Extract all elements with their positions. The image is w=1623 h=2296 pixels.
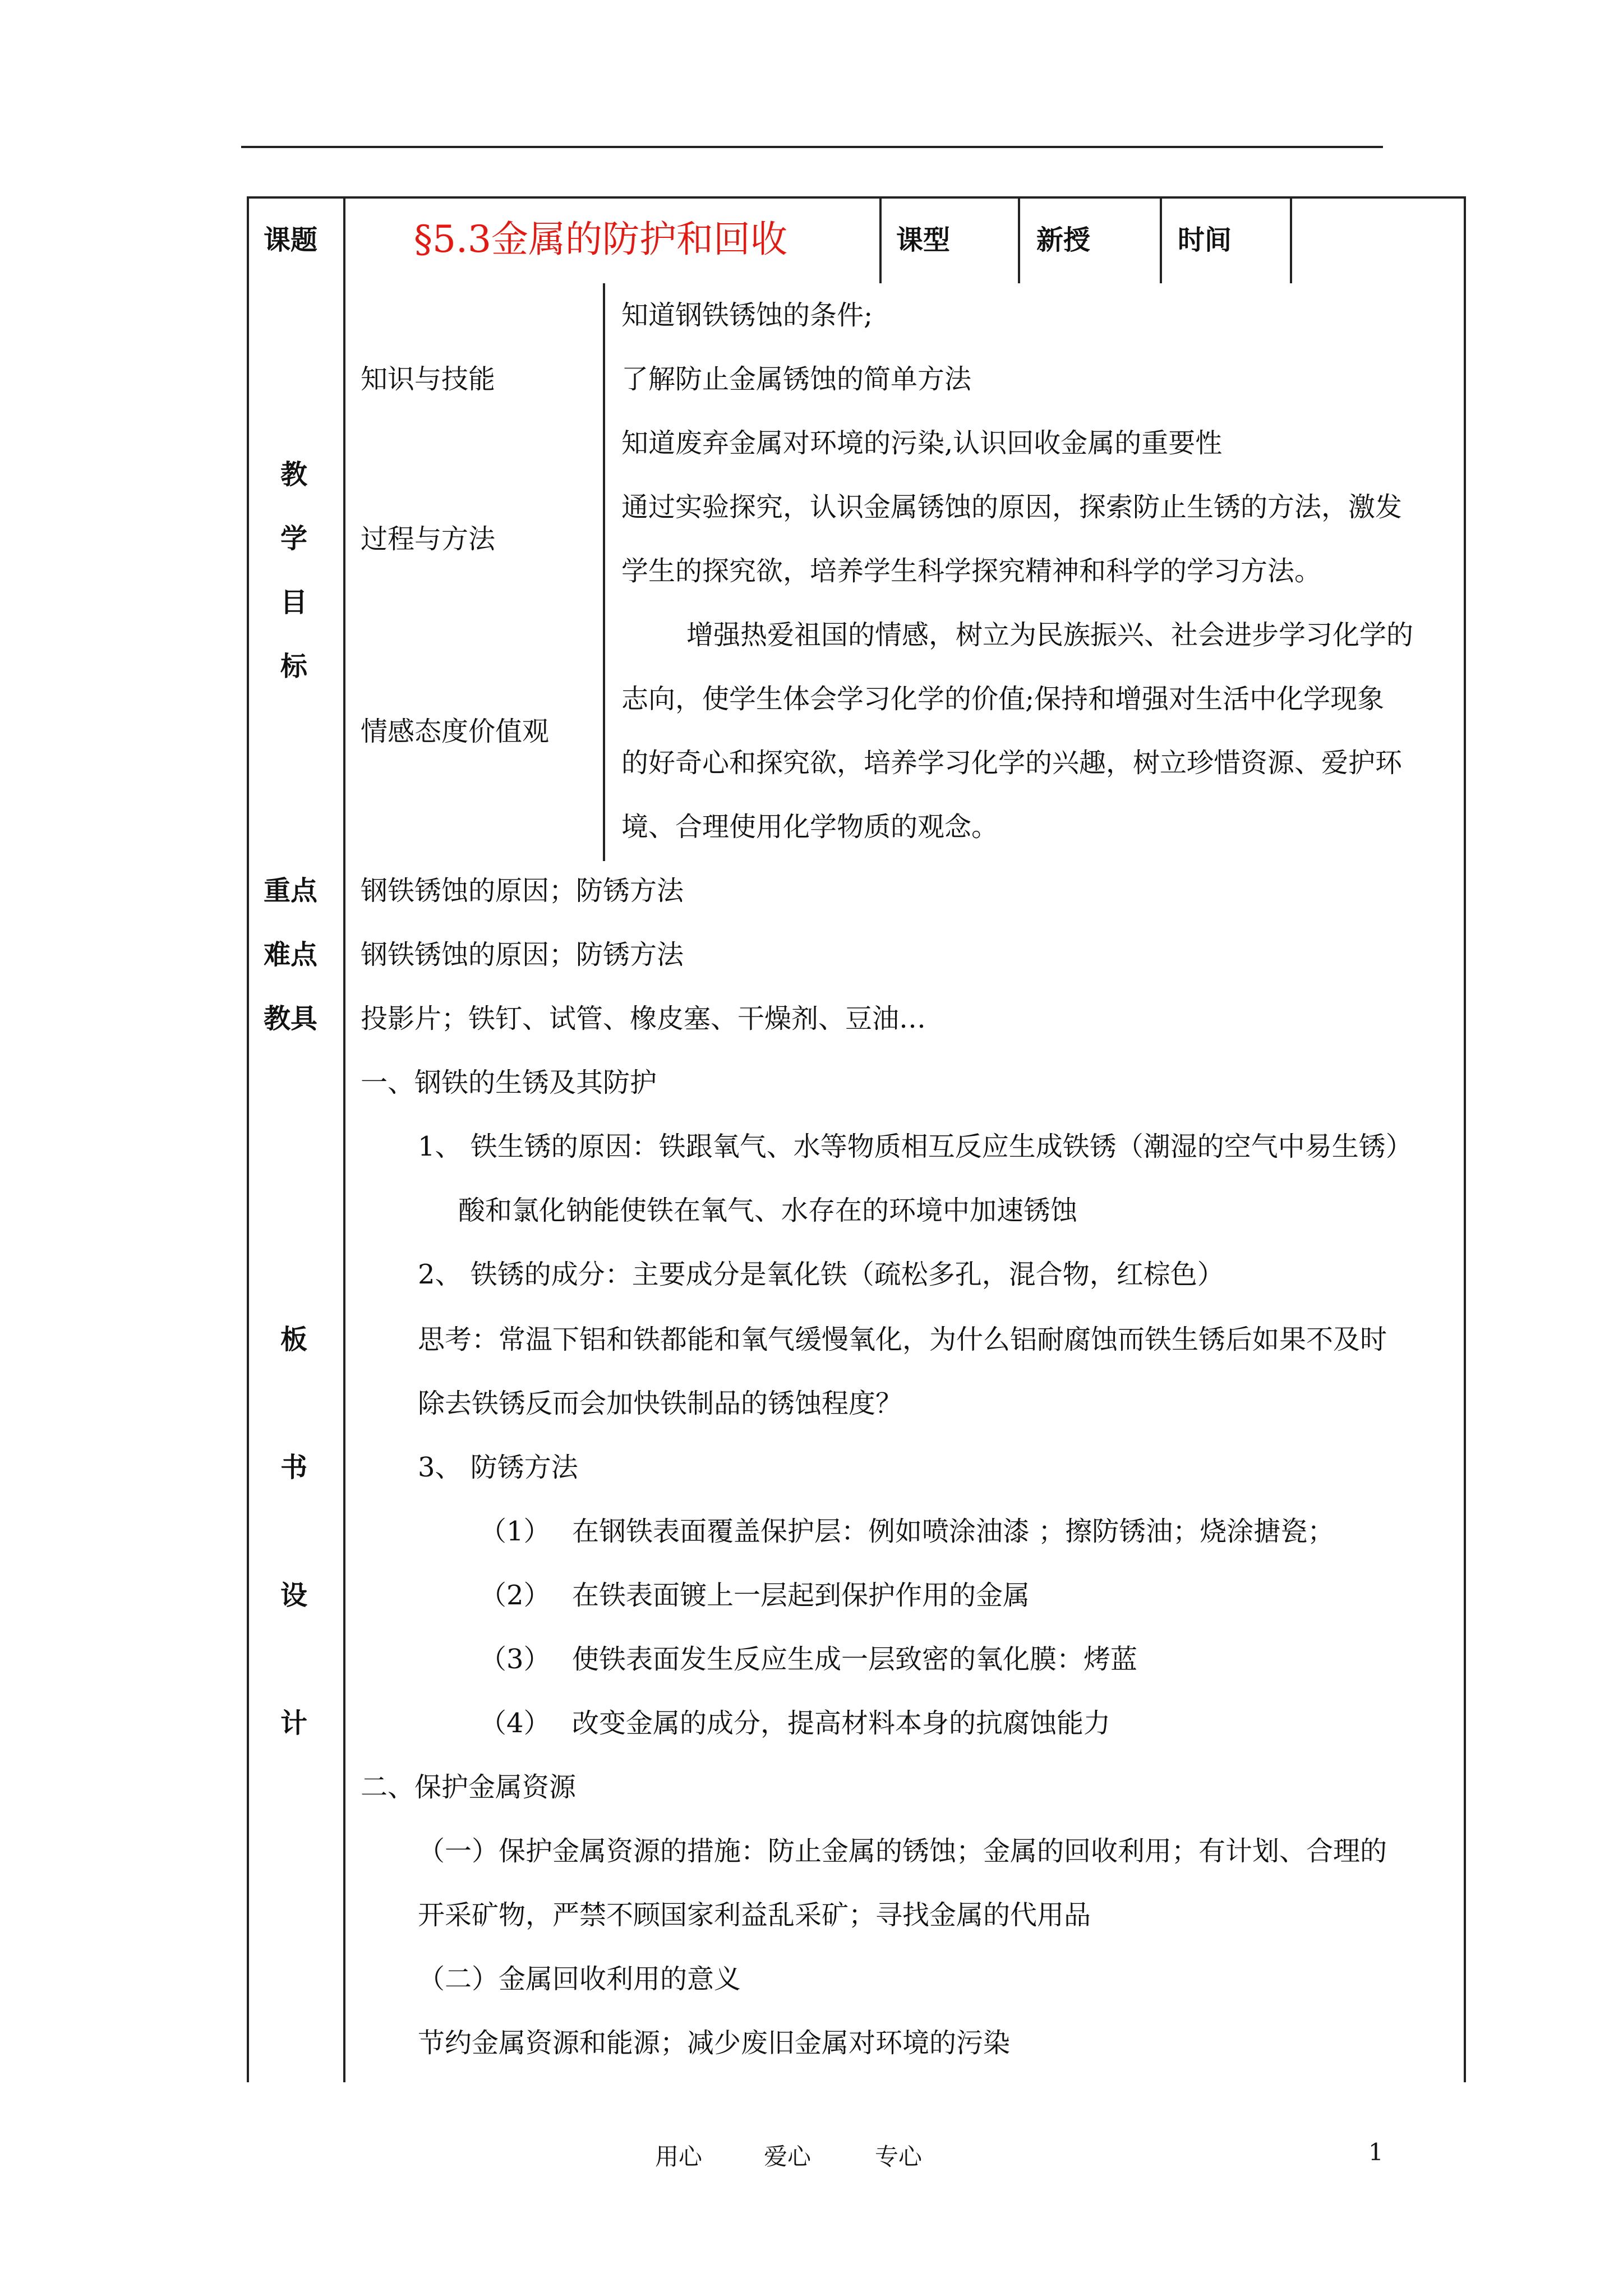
emotion-line-3: 的好奇心和探究欲，培养学习化学的兴趣，树立珍惜资源、爱护环 [621,747,1403,779]
board-think-line-2: 除去铁锈反而会加快铁制品的锈蚀程度？ [418,1388,903,1419]
tools-value: 投影片；铁钉、试管、橡皮塞、干燥剂、豆油… [361,1003,926,1034]
method-1-number: （1） [479,1516,551,1547]
col-divider-label [343,196,345,2082]
board-label-4: 计 [280,1708,308,1739]
method-4-text: 改变金属的成分，提高材料本身的抗腐蚀能力 [572,1708,1111,1739]
col-divider-objectives [603,283,605,861]
board-sub-2-text: 节约金属资源和能源；减少废旧金属对环境的污染 [418,2027,1011,2059]
method-4-number: （4） [479,1708,551,1739]
knowledge-line-2: 了解防止金属锈蚀的简单方法 [621,364,972,395]
topic-label: 课题 [264,224,318,256]
board-label-1: 板 [280,1324,308,1355]
difficulties-value: 钢铁锈蚀的原因；防锈方法 [361,939,684,970]
type-label: 课型 [896,224,951,256]
board-sub-1-line-2: 开采矿物，严禁不顾国家利益乱采矿；寻找金属的代用品 [418,1899,1091,1931]
objectives-label-3: 目 [280,587,308,618]
method-2-text: 在铁表面镀上一层起到保护作用的金属 [572,1580,1030,1611]
objectives-label-4: 标 [280,651,308,682]
emotion-label: 情感态度价值观 [361,716,550,747]
footer-motto-3: 专心 [875,2143,923,2170]
topic-title: §5.3金属的防护和回收 [414,218,787,261]
key-points-value: 钢铁锈蚀的原因；防锈方法 [361,875,684,907]
emotion-line-1: 增强热爱祖国的情感，树立为民族振兴、社会进步学习化学的 [686,619,1414,651]
type-value: 新授 [1036,224,1091,256]
key-points-label: 重点 [264,875,318,907]
col-divider-time-value [1290,196,1292,283]
board-item-1-line-2: 酸和氯化钠能使铁在氧气、水存在的环境中加速锈蚀 [458,1195,1078,1226]
board-item-3: 3、 防锈方法 [418,1452,578,1483]
board-section-1: 一、钢铁的生锈及其防护 [361,1067,657,1098]
objectives-label-1: 教 [280,459,308,490]
col-divider-time [1160,196,1162,283]
method-3-text: 使铁表面发生反应生成一层致密的氧化膜：烤蓝 [572,1644,1138,1675]
footer-motto-1: 用心 [655,2143,703,2170]
tools-label: 教具 [264,1003,318,1034]
method-2-number: （2） [479,1580,551,1611]
board-item-1-line-1: 1、 铁生锈的原因：铁跟氧气、水等物质相互反应生成铁锈（潮湿的空气中易生锈） [418,1131,1413,1162]
method-3-number: （3） [479,1644,551,1675]
board-think-line-1: 思考：常温下铝和铁都能和氧气缓慢氧化，为什么铝耐腐蚀而铁生锈后如果不及时 [418,1324,1387,1355]
method-1-text: 在钢铁表面覆盖保护层：例如喷涂油漆 ；擦防锈油；烧涂搪瓷； [572,1516,1335,1547]
header-rule [241,146,1383,148]
col-divider-type [879,196,882,283]
process-line-2: 学生的探究欲，培养学生科学探究精神和科学的学习方法。 [621,555,1322,587]
footer-motto-2: 爱心 [764,2143,811,2170]
board-item-2: 2、 铁锈的成分：主要成分是氧化铁（疏松多孔，混合物，红棕色） [418,1259,1224,1290]
process-line-1: 通过实验探究，认识金属锈蚀的原因，探索防止生锈的方法，激发 [621,491,1403,523]
board-sub-1-line-1: （一）保护金属资源的措施：防止金属的锈蚀；金属的回收利用；有计划、合理的 [418,1835,1387,1867]
page-number: 1 [1368,2138,1384,2166]
emotion-line-2: 志向，使学生体会学习化学的价值;保持和增强对生活中化学现象 [621,683,1385,715]
emotion-line-4: 境、合理使用化学物质的观念。 [621,811,999,843]
board-label-2: 书 [280,1452,308,1483]
board-section-2: 二、保护金属资源 [361,1772,577,1803]
knowledge-label: 知识与技能 [361,364,496,395]
col-divider-type-value [1018,196,1020,283]
knowledge-line-1: 知道钢铁锈蚀的条件; [621,300,873,331]
knowledge-line-3: 知道废弃金属对环境的污染,认识回收金属的重要性 [621,427,1223,459]
process-label: 过程与方法 [361,523,496,555]
difficulties-label: 难点 [264,939,318,970]
board-sub-2: （二）金属回收利用的意义 [418,1963,741,1995]
objectives-label-2: 学 [280,523,308,554]
time-label: 时间 [1178,224,1232,256]
board-label-3: 设 [280,1580,308,1611]
